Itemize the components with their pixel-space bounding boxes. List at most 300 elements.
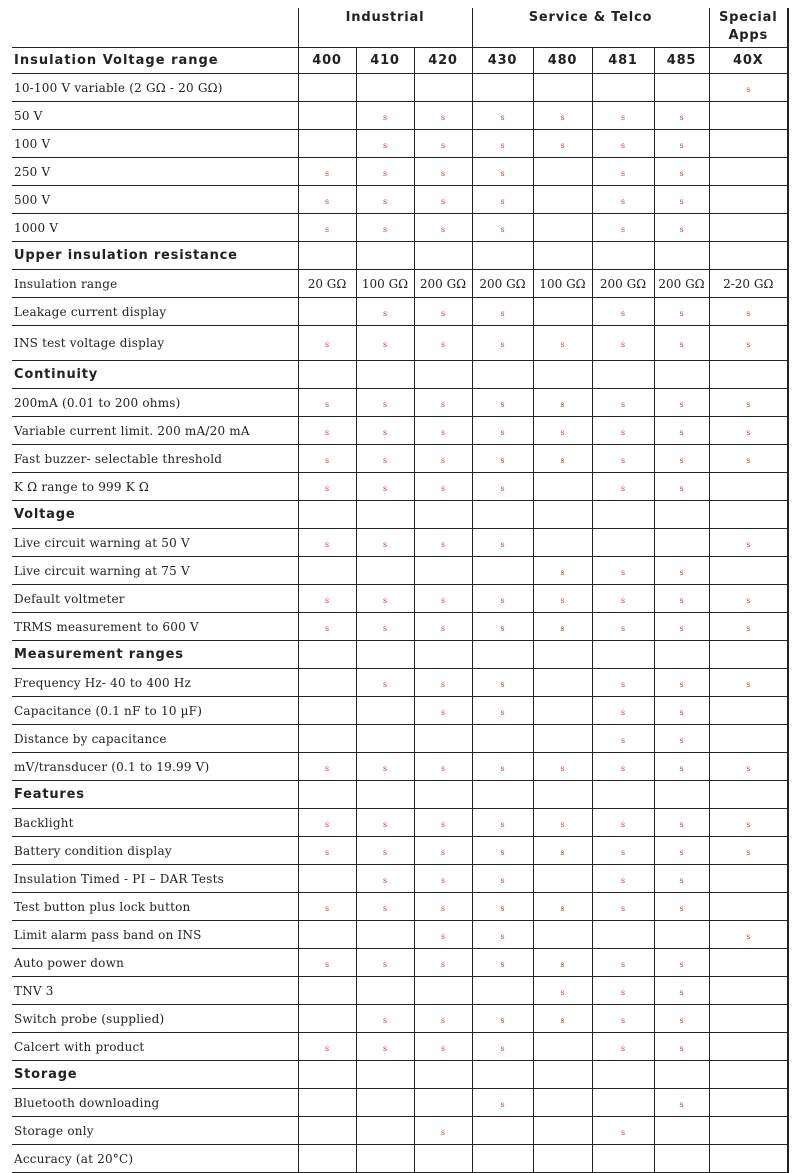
feature-mark-icon: s	[746, 399, 751, 409]
empty-cell	[709, 977, 788, 1005]
feature-mark-icon: s	[324, 763, 330, 773]
feature-mark-icon: s	[679, 735, 684, 745]
row-label: Backlight	[12, 809, 298, 837]
model-40x: 40X	[709, 48, 788, 74]
feature-mark-icon: s	[679, 875, 684, 885]
feature-mark-cell	[472, 809, 533, 837]
feature-mark-icon: s	[679, 763, 684, 773]
feature-mark-cell	[654, 585, 709, 613]
empty-cell	[592, 74, 654, 102]
feature-mark-cell	[654, 445, 709, 473]
empty-cell	[592, 1061, 654, 1089]
feature-mark-cell	[414, 921, 472, 949]
feature-mark-cell	[533, 130, 592, 158]
empty-cell	[533, 214, 592, 242]
section-title: Continuity	[12, 361, 298, 389]
feature-mark-icon: s	[746, 539, 751, 549]
feature-mark-cell	[298, 1033, 356, 1061]
feature-mark-cell	[654, 865, 709, 893]
feature-mark-icon: s	[440, 1015, 446, 1025]
feature-mark-cell	[654, 186, 709, 214]
feature-mark-cell	[414, 130, 472, 158]
feature-mark-cell	[414, 865, 472, 893]
feature-mark-icon: s	[620, 735, 626, 745]
feature-mark-icon: s	[746, 623, 751, 633]
feature-mark-icon: s	[500, 140, 505, 150]
feature-mark-cell	[709, 585, 788, 613]
feature-mark-cell	[654, 473, 709, 501]
feature-mark-cell	[709, 389, 788, 417]
feature-mark-cell	[592, 102, 654, 130]
feature-mark-icon: s	[382, 903, 388, 913]
section-title: Measurement ranges	[12, 641, 298, 669]
feature-mark-cell	[709, 298, 788, 326]
empty-cell	[298, 557, 356, 585]
feature-mark-icon: s	[324, 224, 330, 234]
empty-cell	[533, 242, 592, 270]
empty-cell	[533, 158, 592, 186]
empty-cell	[709, 158, 788, 186]
feature-mark-icon: s	[324, 1043, 330, 1053]
empty-cell	[414, 1061, 472, 1089]
feature-mark-cell	[472, 158, 533, 186]
feature-mark-icon: s	[560, 399, 565, 409]
feature-mark-icon: s	[620, 1043, 626, 1053]
feature-mark-cell	[356, 1033, 414, 1061]
empty-cell	[533, 74, 592, 102]
feature-mark-icon: s	[620, 1127, 626, 1137]
feature-mark-icon: s	[500, 763, 505, 773]
feature-mark-cell	[533, 893, 592, 921]
table-row	[12, 473, 788, 501]
feature-mark-cell	[298, 214, 356, 242]
empty-cell	[709, 361, 788, 389]
group-header-special-apps: Special Apps	[709, 8, 788, 48]
empty-cell	[298, 102, 356, 130]
feature-mark-cell	[356, 214, 414, 242]
feature-mark-icon: s	[440, 112, 446, 122]
empty-cell	[298, 1145, 356, 1173]
feature-mark-cell	[654, 130, 709, 158]
row-label: INS test voltage display	[12, 326, 298, 361]
row-label: Distance by capacitance	[12, 725, 298, 753]
feature-mark-cell	[654, 1005, 709, 1033]
empty-cell	[709, 242, 788, 270]
feature-mark-cell	[654, 725, 709, 753]
row-label: 200mA (0.01 to 200 ohms)	[12, 389, 298, 417]
feature-mark-cell	[654, 1033, 709, 1061]
feature-mark-icon: s	[679, 483, 684, 493]
feature-mark-icon: s	[440, 483, 446, 493]
row-label: Default voltmeter	[12, 585, 298, 613]
feature-mark-icon: s	[620, 1015, 626, 1025]
feature-mark-cell	[414, 473, 472, 501]
feature-mark-cell	[356, 585, 414, 613]
feature-mark-icon: s	[382, 1043, 388, 1053]
feature-mark-cell	[654, 809, 709, 837]
row-label: Live circuit warning at 50 V	[12, 529, 298, 557]
feature-mark-icon: s	[500, 399, 505, 409]
feature-mark-icon: s	[500, 819, 505, 829]
feature-mark-icon: s	[382, 595, 388, 605]
row-label: TNV 3	[12, 977, 298, 1005]
feature-mark-icon: s	[679, 903, 684, 913]
feature-mark-icon: s	[746, 679, 751, 689]
feature-mark-icon: s	[440, 679, 446, 689]
empty-cell	[414, 1145, 472, 1173]
table-row	[12, 585, 788, 613]
empty-cell	[472, 557, 533, 585]
feature-mark-cell	[592, 893, 654, 921]
feature-mark-cell	[592, 977, 654, 1005]
feature-mark-cell	[592, 557, 654, 585]
feature-mark-cell	[356, 613, 414, 641]
feature-mark-cell	[654, 102, 709, 130]
empty-cell	[356, 1061, 414, 1089]
feature-mark-cell	[654, 389, 709, 417]
feature-mark-icon: s	[382, 340, 388, 349]
feature-mark-cell	[592, 389, 654, 417]
feature-mark-cell	[654, 417, 709, 445]
empty-cell	[356, 74, 414, 102]
feature-mark-cell	[654, 977, 709, 1005]
feature-mark-cell	[298, 389, 356, 417]
feature-mark-cell	[654, 1089, 709, 1117]
table-row	[12, 809, 788, 837]
feature-mark-cell	[356, 389, 414, 417]
empty-cell	[533, 361, 592, 389]
feature-mark-icon: s	[620, 875, 626, 885]
feature-mark-icon: s	[500, 903, 505, 913]
feature-mark-icon: s	[324, 959, 330, 969]
feature-mark-cell	[472, 865, 533, 893]
empty-cell	[709, 1145, 788, 1173]
empty-cell	[356, 1145, 414, 1173]
value-cell: 200 GΩ	[592, 270, 654, 298]
feature-mark-cell	[533, 326, 592, 361]
feature-mark-icon: s	[679, 140, 684, 150]
empty-cell	[533, 921, 592, 949]
empty-cell	[533, 1089, 592, 1117]
empty-cell	[472, 977, 533, 1005]
feature-mark-cell	[709, 445, 788, 473]
table-row	[12, 298, 788, 326]
feature-mark-icon: s	[560, 427, 565, 437]
feature-mark-cell	[592, 1005, 654, 1033]
empty-cell	[709, 781, 788, 809]
feature-mark-cell	[709, 417, 788, 445]
feature-mark-cell	[298, 893, 356, 921]
feature-mark-cell	[472, 837, 533, 865]
feature-mark-cell	[414, 1033, 472, 1061]
feature-mark-icon: s	[746, 308, 751, 318]
feature-mark-cell	[414, 445, 472, 473]
feature-mark-cell	[654, 893, 709, 921]
feature-mark-cell	[298, 753, 356, 781]
row-label: 100 V	[12, 130, 298, 158]
empty-cell	[709, 186, 788, 214]
feature-mark-icon: s	[324, 196, 330, 206]
empty-cell	[709, 1005, 788, 1033]
feature-mark-icon: s	[324, 819, 330, 829]
feature-mark-cell	[654, 326, 709, 361]
empty-cell	[356, 1117, 414, 1145]
empty-cell	[298, 669, 356, 697]
feature-mark-icon: s	[620, 679, 626, 689]
feature-mark-cell	[709, 74, 788, 102]
feature-mark-cell	[472, 186, 533, 214]
feature-mark-cell	[472, 753, 533, 781]
feature-mark-icon: s	[560, 112, 565, 122]
feature-mark-cell	[356, 837, 414, 865]
feature-mark-cell	[472, 389, 533, 417]
feature-mark-icon: s	[679, 623, 684, 633]
feature-mark-icon: s	[382, 168, 388, 178]
empty-cell	[298, 298, 356, 326]
feature-mark-cell	[298, 585, 356, 613]
empty-cell	[356, 921, 414, 949]
feature-mark-icon: s	[440, 595, 446, 605]
empty-cell	[533, 1033, 592, 1061]
feature-mark-icon: s	[620, 224, 626, 234]
row-label: TRMS measurement to 600 V	[12, 613, 298, 641]
feature-mark-cell	[472, 417, 533, 445]
empty-cell	[709, 1033, 788, 1061]
feature-mark-icon: s	[440, 539, 446, 549]
feature-mark-icon: s	[746, 931, 751, 941]
empty-cell	[533, 529, 592, 557]
empty-cell	[414, 361, 472, 389]
feature-mark-icon: s	[746, 763, 751, 773]
feature-mark-cell	[533, 949, 592, 977]
table-row	[12, 977, 788, 1005]
feature-mark-cell	[592, 158, 654, 186]
feature-mark-icon: s	[440, 140, 446, 150]
feature-mark-icon: s	[382, 196, 388, 206]
feature-mark-cell	[533, 557, 592, 585]
feature-mark-cell	[356, 809, 414, 837]
feature-mark-icon: s	[620, 903, 626, 913]
feature-mark-icon: s	[500, 1015, 505, 1025]
feature-mark-icon: s	[620, 140, 626, 150]
section-header-row	[12, 641, 788, 669]
table-row	[12, 1033, 788, 1061]
model-480: 480	[533, 48, 592, 74]
empty-cell	[654, 242, 709, 270]
feature-mark-icon: s	[382, 959, 388, 969]
feature-mark-icon: s	[500, 112, 505, 122]
section-header-row	[12, 361, 788, 389]
row-label: 50 V	[12, 102, 298, 130]
table-row	[12, 389, 788, 417]
feature-mark-cell	[472, 445, 533, 473]
feature-mark-icon: s	[440, 1127, 446, 1137]
table-row	[12, 529, 788, 557]
feature-mark-icon: s	[679, 308, 684, 318]
feature-mark-cell	[533, 1005, 592, 1033]
empty-cell	[298, 697, 356, 725]
header-label: Insulation Voltage range	[12, 48, 298, 74]
feature-mark-cell	[472, 613, 533, 641]
feature-mark-icon: s	[382, 455, 388, 465]
feature-mark-cell	[654, 697, 709, 725]
feature-mark-cell	[592, 186, 654, 214]
feature-mark-cell	[472, 893, 533, 921]
feature-mark-icon: s	[382, 847, 388, 857]
row-label: K Ω range to 999 K Ω	[12, 473, 298, 501]
table-row	[12, 921, 788, 949]
feature-mark-icon: s	[500, 308, 505, 318]
feature-mark-icon: s	[620, 707, 626, 717]
feature-mark-cell	[356, 753, 414, 781]
feature-mark-icon: s	[382, 819, 388, 829]
feature-mark-cell	[533, 102, 592, 130]
feature-mark-icon: s	[560, 847, 565, 857]
feature-mark-icon: s	[440, 931, 446, 941]
feature-mark-cell	[298, 949, 356, 977]
empty-cell	[356, 242, 414, 270]
row-label: 500 V	[12, 186, 298, 214]
feature-mark-cell	[592, 417, 654, 445]
feature-mark-cell	[298, 158, 356, 186]
feature-mark-cell	[533, 809, 592, 837]
empty-cell	[472, 1117, 533, 1145]
value-cell: 100 GΩ	[356, 270, 414, 298]
feature-mark-icon: s	[440, 340, 446, 349]
table-row	[12, 214, 788, 242]
feature-mark-cell	[592, 298, 654, 326]
model-400: 400	[298, 48, 356, 74]
model-410: 410	[356, 48, 414, 74]
empty-cell	[592, 1089, 654, 1117]
feature-mark-icon: s	[382, 539, 388, 549]
row-label: Bluetooth downloading	[12, 1089, 298, 1117]
feature-mark-icon: s	[440, 847, 446, 857]
empty-cell	[592, 921, 654, 949]
row-label: mV/transducer (0.1 to 19.99 V)	[12, 753, 298, 781]
row-label: Storage only	[12, 1117, 298, 1145]
feature-mark-cell	[709, 837, 788, 865]
feature-mark-cell	[709, 529, 788, 557]
feature-mark-cell	[414, 158, 472, 186]
feature-mark-cell	[472, 326, 533, 361]
empty-cell	[298, 501, 356, 529]
empty-cell	[709, 501, 788, 529]
feature-mark-icon: s	[560, 595, 565, 605]
table-row	[12, 865, 788, 893]
empty-cell	[298, 1089, 356, 1117]
feature-mark-cell	[472, 585, 533, 613]
feature-mark-cell	[709, 613, 788, 641]
table-row	[12, 1005, 788, 1033]
table-row	[12, 837, 788, 865]
table-row	[12, 893, 788, 921]
empty-cell	[654, 74, 709, 102]
value-cell: 100 GΩ	[533, 270, 592, 298]
empty-cell	[533, 1061, 592, 1089]
feature-mark-icon: s	[500, 707, 505, 717]
empty-cell	[472, 1061, 533, 1089]
section-header-row	[12, 781, 788, 809]
empty-cell	[298, 977, 356, 1005]
empty-cell	[533, 669, 592, 697]
model-481: 481	[592, 48, 654, 74]
feature-mark-cell	[356, 186, 414, 214]
empty-cell	[414, 242, 472, 270]
feature-mark-icon: s	[440, 427, 446, 437]
feature-mark-icon: s	[679, 112, 684, 122]
empty-cell	[356, 641, 414, 669]
row-label: Limit alarm pass band on INS	[12, 921, 298, 949]
feature-mark-cell	[533, 837, 592, 865]
feature-mark-cell	[356, 417, 414, 445]
feature-mark-icon: s	[620, 168, 626, 178]
empty-cell	[298, 1117, 356, 1145]
feature-mark-cell	[533, 389, 592, 417]
empty-cell	[709, 697, 788, 725]
feature-mark-cell	[709, 921, 788, 949]
feature-mark-icon: s	[500, 427, 505, 437]
section-header-row	[12, 1061, 788, 1089]
feature-mark-cell	[356, 326, 414, 361]
feature-mark-icon: s	[500, 539, 505, 549]
feature-mark-cell	[414, 585, 472, 613]
feature-mark-icon: s	[382, 308, 388, 318]
empty-cell	[414, 725, 472, 753]
feature-mark-cell	[472, 949, 533, 977]
feature-mark-cell	[298, 186, 356, 214]
feature-mark-cell	[592, 585, 654, 613]
feature-mark-icon: s	[679, 455, 684, 465]
feature-mark-icon: s	[382, 1015, 388, 1025]
empty-cell	[356, 1089, 414, 1117]
table-row	[12, 697, 788, 725]
feature-mark-cell	[414, 529, 472, 557]
feature-mark-icon: s	[500, 1043, 505, 1053]
feature-mark-icon: s	[324, 399, 330, 409]
empty-cell	[592, 529, 654, 557]
feature-mark-icon: s	[620, 623, 626, 633]
feature-mark-icon: s	[440, 819, 446, 829]
feature-mark-icon: s	[679, 196, 684, 206]
feature-mark-cell	[592, 753, 654, 781]
empty-cell	[654, 1145, 709, 1173]
feature-mark-icon: s	[679, 819, 684, 829]
feature-mark-icon: s	[382, 679, 388, 689]
feature-mark-cell	[592, 809, 654, 837]
feature-mark-cell	[592, 214, 654, 242]
feature-mark-icon: s	[560, 819, 565, 829]
feature-mark-icon: s	[746, 819, 751, 829]
feature-mark-icon: s	[324, 483, 330, 493]
empty-cell	[709, 1117, 788, 1145]
feature-mark-icon: s	[440, 168, 446, 178]
feature-mark-icon: s	[679, 399, 684, 409]
empty-cell	[533, 1145, 592, 1173]
feature-mark-icon: s	[620, 567, 626, 577]
empty-cell	[592, 641, 654, 669]
table-row	[12, 949, 788, 977]
feature-mark-icon: s	[679, 707, 684, 717]
empty-cell	[356, 697, 414, 725]
feature-mark-cell	[356, 445, 414, 473]
empty-cell	[533, 298, 592, 326]
table-row	[12, 1145, 788, 1173]
empty-cell	[414, 557, 472, 585]
value-cell: 200 GΩ	[472, 270, 533, 298]
feature-mark-icon: s	[620, 196, 626, 206]
feature-mark-cell	[472, 298, 533, 326]
